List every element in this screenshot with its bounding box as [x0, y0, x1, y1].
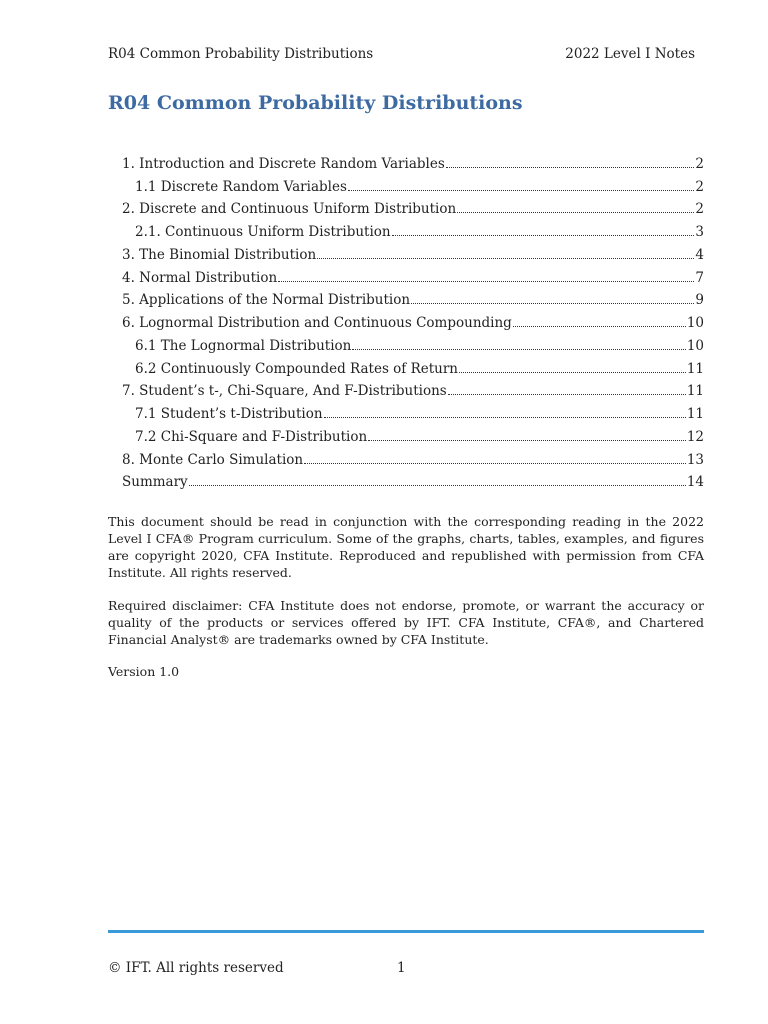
- toc-entry-label: 1. Introduction and Discrete Random Variables: [122, 155, 445, 172]
- toc-dot-leader: [352, 349, 685, 350]
- toc-entry[interactable]: [122, 354, 704, 377]
- toc-entry-label: 6.2 Continuously Compounded Rates of Return: [135, 360, 459, 377]
- toc-dot-leader: [348, 190, 695, 191]
- toc-entry-page: 4: [695, 246, 704, 263]
- toc-dot-leader: [411, 303, 694, 304]
- toc-entry-label: 1.1 Discrete Random Variables: [135, 178, 347, 195]
- toc-dot-leader: [513, 326, 686, 327]
- toc-dot-leader: [446, 167, 695, 168]
- document-title: R04 Common Probability Distributions: [108, 92, 523, 114]
- toc-entry[interactable]: [122, 195, 704, 218]
- toc-entry[interactable]: [122, 149, 704, 172]
- toc-entry-label: 2. Discrete and Continuous Uniform Distribution: [122, 201, 457, 218]
- version-label: Version 1.0: [108, 664, 180, 679]
- curriculum-notice-paragraph: This document should be read in conjunction with the corresponding reading in the 2022 Level I CFA® Program curriculum. Some of the graphs, charts, tables, examples, and figures are copyright 2020, CFA Institute. Reproduced and republished with permission from CFA Institute. All rights reserved.: [108, 514, 704, 580]
- toc-dot-leader: [324, 417, 686, 418]
- toc-entry-label: 6. Lognormal Distribution and Continuous Compounding: [122, 315, 512, 331]
- toc-dot-leader: [448, 394, 686, 395]
- toc-entry[interactable]: [122, 445, 704, 468]
- toc-entry-label: 5. Applications of the Normal Distribution: [122, 292, 411, 309]
- footer-divider: [108, 930, 704, 933]
- toc-dot-leader: [368, 440, 686, 441]
- disclaimer-paragraph: Required disclaimer: CFA Institute does not endorse, promote, or warrant the accuracy or quality of the products or services offered by IFT. CFA Institute, CFA®, and Chartered Financial Analyst® are trademarks owned by CFA Institute.: [108, 598, 704, 647]
- toc-entry-label: 7.1 Student’s t-Distribution: [135, 406, 323, 422]
- header-right-title: 2022 Level I Notes: [565, 46, 695, 62]
- toc-entry-page: 10: [686, 337, 704, 354]
- toc-entry-page: 11: [686, 406, 704, 422]
- toc-entry-label: 4. Normal Distribution: [122, 269, 278, 286]
- toc-entry-label: Summary: [122, 474, 188, 491]
- toc-entry-page: 2: [695, 155, 704, 172]
- toc-entry-page: 14: [686, 474, 704, 491]
- toc-entry-page: 9: [695, 292, 704, 309]
- toc-dot-leader: [457, 212, 694, 213]
- toc-entry[interactable]: [122, 172, 704, 195]
- toc-dot-leader: [459, 372, 686, 373]
- toc-entry-label: 7. Student’s t-, Chi-Square, And F-Distributions: [122, 383, 447, 400]
- toc-entry-page: 3: [695, 224, 704, 240]
- toc-entry[interactable]: [122, 240, 704, 263]
- toc-entry-label: 8. Monte Carlo Simulation: [122, 451, 304, 468]
- toc-entry[interactable]: [122, 331, 704, 354]
- header-left-title: R04 Common Probability Distributions: [108, 46, 374, 62]
- toc-entry[interactable]: [122, 308, 704, 331]
- table-of-contents: [122, 149, 704, 490]
- toc-entry[interactable]: [122, 399, 704, 422]
- toc-entry-label: 7.2 Chi-Square and F-Distribution: [135, 428, 368, 445]
- toc-dot-leader: [392, 235, 695, 236]
- toc-entry-page: 11: [686, 360, 704, 377]
- toc-dot-leader: [304, 463, 686, 464]
- toc-entry-page: 7: [695, 269, 704, 286]
- toc-dot-leader: [317, 258, 694, 259]
- toc-entry-page: 11: [686, 383, 704, 400]
- toc-entry-label: 3. The Binomial Distribution: [122, 246, 317, 263]
- toc-entry-page: 12: [686, 428, 704, 445]
- page-header: [108, 46, 695, 66]
- toc-entry[interactable]: [122, 263, 704, 286]
- toc-entry-page: 2: [695, 201, 704, 218]
- toc-entry[interactable]: [122, 286, 704, 309]
- toc-entry-label: 6.1 The Lognormal Distribution: [135, 337, 352, 354]
- toc-entry-page: 2: [695, 178, 704, 195]
- footer-page-number: 1: [397, 960, 406, 976]
- toc-dot-leader: [189, 485, 686, 486]
- toc-entry-label: 2.1. Continuous Uniform Distribution: [135, 224, 391, 240]
- toc-entry-page: 10: [686, 315, 704, 331]
- toc-entry-page: 13: [686, 451, 704, 468]
- toc-entry[interactable]: [122, 422, 704, 445]
- footer-copyright: © IFT. All rights reserved: [108, 960, 284, 976]
- toc-entry[interactable]: [122, 217, 704, 240]
- toc-entry[interactable]: [122, 377, 704, 400]
- toc-entry[interactable]: [122, 468, 704, 491]
- toc-dot-leader: [278, 281, 694, 282]
